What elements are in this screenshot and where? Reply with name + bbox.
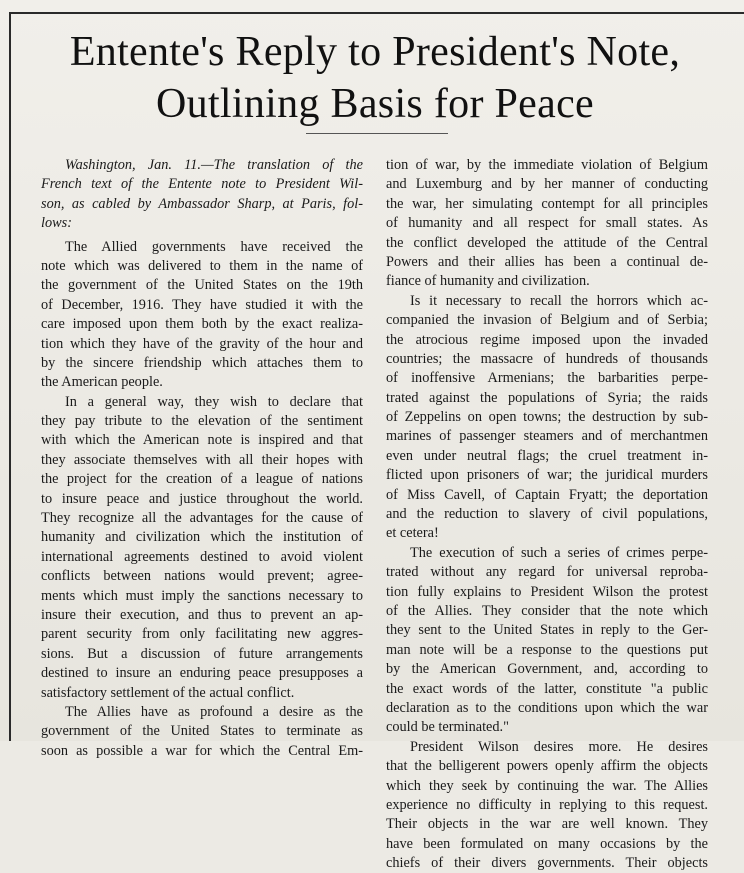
text-line: Is it necessary to recall the horrors which ac- xyxy=(410,292,708,309)
text-line: French text of the Entente note to President Wil- xyxy=(41,176,363,193)
text-line: chiefs of their divers governments. Their objects xyxy=(386,855,708,872)
text-line: flicted upon prisoners of war; the juridical murders xyxy=(386,467,708,484)
text-line: humanity and civilization which the institution of xyxy=(41,529,363,546)
text-line: Their objects in the war are well known. They xyxy=(386,816,708,833)
dateline-paragraph xyxy=(41,156,363,234)
text-line: satisfactory settlement of the actual conflict. xyxy=(41,684,295,701)
text-line: government of the United States to terminate as xyxy=(41,723,363,740)
text-line: tion fully explains to President Wilson the protest xyxy=(386,583,708,600)
headline-line-1: Entente's Reply to President's Note, xyxy=(69,29,681,75)
text-line: the project for the creation of a league of nations xyxy=(41,471,363,488)
text-line: of December, 1916. They have studied it with the xyxy=(41,296,363,313)
paragraph xyxy=(41,393,363,703)
text-line: insure their execution, and thus to prevent an ap- xyxy=(41,606,363,623)
paragraph xyxy=(386,156,708,292)
headline-line-2: Outlining Basis for Peace xyxy=(156,81,594,127)
text-line: the government of the United States on the 19th xyxy=(41,277,363,294)
text-line: The Allies have as profound a desire as the xyxy=(65,703,363,720)
headline-divider xyxy=(306,133,448,134)
text-line: the conflict developed the attitude of the Central xyxy=(386,234,708,251)
text-line: tion which they have of the gravity of the hour and xyxy=(41,335,363,352)
top-border-rule xyxy=(9,12,744,14)
text-line: They recognize all the advantages for the cause of xyxy=(41,510,363,527)
text-line: conflicts between nations would prevent; agree- xyxy=(41,568,363,585)
text-line: soon as possible a war for which the Central Em- xyxy=(41,742,363,759)
paragraph xyxy=(386,738,708,873)
left-column xyxy=(41,156,363,761)
text-line: of the Allies. They consider that the note which xyxy=(386,602,708,619)
text-line: which they seek by continuing the war. The Allies xyxy=(386,777,708,794)
paragraph xyxy=(41,703,363,761)
text-line: son, as cabled by Ambassador Sharp, at Paris, fol- xyxy=(41,195,363,212)
text-line: In a general way, they wish to declare that xyxy=(65,393,363,410)
text-line: et cetera! xyxy=(386,525,439,542)
text-line: even under neutral flags; the cruel treatment in- xyxy=(386,447,708,464)
text-line: they associate themselves with all their hopes with xyxy=(41,451,363,468)
text-line: of inoffensive Armenians; the barbarities perpe- xyxy=(386,370,708,387)
text-line: ments which must imply the sanctions necessary to xyxy=(41,587,363,604)
text-line: trated against the populations of Syria; the raids xyxy=(386,389,708,406)
paragraph xyxy=(386,544,708,738)
text-line: the exact words of the latter, constitute "a public xyxy=(386,680,708,697)
text-line: they sent to the United States in reply to the Ger- xyxy=(386,622,708,639)
text-line: declaration as to the conditions upon which the war xyxy=(386,699,708,716)
text-line: they pay tribute to the elevation of the sentiment xyxy=(41,413,363,430)
text-line: by the American Government, and, according to xyxy=(386,661,708,678)
right-column xyxy=(386,156,708,873)
text-line: marines of passenger steamers and of merchantmen xyxy=(386,428,708,445)
text-line: Washington, Jan. 11.—The translation of the xyxy=(65,157,363,173)
left-border-rule xyxy=(9,12,11,741)
text-line: The Allied governments have received the xyxy=(65,238,363,255)
text-line: trated without any regard for universal reproba- xyxy=(386,564,708,581)
text-line: by the sincere friendship which attaches them to xyxy=(41,354,363,371)
text-line: President Wilson desires more. He desires xyxy=(410,738,708,755)
text-line: the American people. xyxy=(41,374,163,391)
text-line: could be terminated." xyxy=(386,719,509,736)
paragraph xyxy=(41,238,363,393)
text-line: international agreements destined to avoid violent xyxy=(41,548,363,565)
text-line: parent security from only facilitating new aggres- xyxy=(41,626,363,643)
text-line: note which was delivered to them in the name of xyxy=(41,257,363,274)
text-line: Powers and their allies has been a continual de- xyxy=(386,253,708,270)
text-line: of humanity and all respect for small states. As xyxy=(386,215,708,232)
text-line: companied the invasion of Belgium and of Serbia; xyxy=(386,312,708,329)
paragraph xyxy=(386,292,708,544)
text-line: to insure peace and justice throughout the world. xyxy=(41,490,363,507)
headline xyxy=(20,26,730,130)
text-line: of Miss Cavell, of Captain Fryatt; the deportation xyxy=(386,486,708,503)
text-line: the war, her simulating contempt for all principles xyxy=(386,195,708,212)
text-line: and Luxemburg and by her manner of conducting xyxy=(386,176,708,193)
text-line: tion of war, by the immediate violation of Belgium xyxy=(386,157,708,173)
text-line: and the reduction to slavery of civil populations, xyxy=(386,506,708,523)
text-line: sions. But a discussion of future arrangements xyxy=(41,645,363,662)
text-line: destined to insure an enduring peace presupposes a xyxy=(41,665,363,682)
text-line: experience no difficulty in replying to this request. xyxy=(386,796,708,813)
text-line: have been formulated on many occasions by the xyxy=(386,835,708,852)
text-line: fiance of humanity and civilization. xyxy=(386,273,590,290)
text-line: man note will be a response to the questions put xyxy=(386,641,708,658)
text-line: lows: xyxy=(41,215,72,232)
text-line: of Zeppelins on open towns; the destruction by sub- xyxy=(386,409,708,426)
text-line: care imposed upon them both by the exact realiza- xyxy=(41,316,363,333)
text-line: that the belligerent powers openly affirm the objects xyxy=(386,758,708,775)
text-line: with which the American note is inspired and that xyxy=(41,432,363,449)
text-line: The execution of such a series of crimes perpe- xyxy=(410,544,708,561)
text-line: countries; the massacre of hundreds of thousands xyxy=(386,350,708,367)
text-line: the atrocious regime imposed upon the invaded xyxy=(386,331,708,348)
